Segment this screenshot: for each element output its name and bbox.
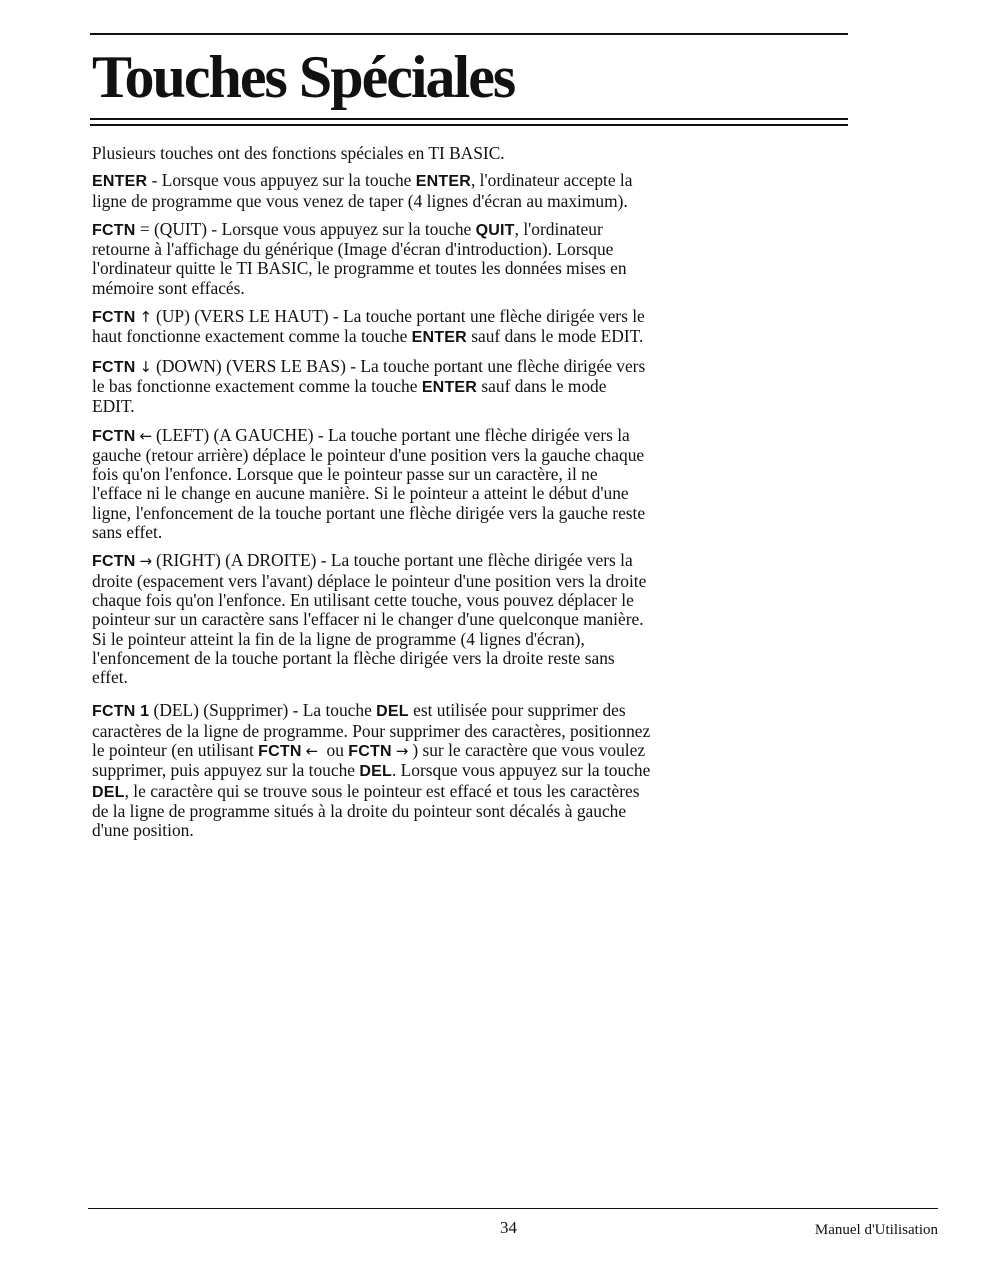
right-key-paragraph (92, 551, 652, 687)
del-fctn-left-label: FCTN (258, 743, 302, 761)
down-arrow-icon: ↓ (139, 357, 153, 376)
footer-manual-label: Manuel d'Utilisation (814, 1222, 938, 1238)
up-fctn-label: FCTN (92, 309, 136, 327)
right-arrow-icon: → (139, 552, 153, 571)
del-text-e: . Lorsque vous appuyez sur la touche (391, 760, 651, 781)
down-text-b: sauf dans le mode EDIT. (92, 375, 607, 417)
down-inline-enter-label: ENTER (421, 378, 478, 396)
quit-inline-label: QUIT (475, 221, 515, 239)
up-text-b: sauf dans le mode EDIT. (466, 326, 644, 347)
del-inline-label-2: DEL (359, 763, 392, 781)
quit-fctn-label: FCTN (92, 221, 136, 239)
del-fctn-right-label: FCTN (348, 743, 392, 761)
del-inline-label-3: DEL (92, 783, 125, 801)
quit-text-a: = (QUIT) - Lorsque vous appuyez sur la touche (135, 218, 476, 239)
title-underline-rule (90, 118, 848, 120)
enter-key-text-a: - Lorsque vous appuyez sur la touche (147, 170, 416, 191)
intro-paragraph: Plusieurs touches ont des fonctions spéciales en TI BASIC. (92, 143, 505, 163)
left-key-paragraph (92, 426, 652, 543)
del-text-b: est utilisée pour supprimer des caractères de la ligne de programme. Pour supprimer des caractères, positionnez le pointeur (en utilisant (92, 700, 651, 761)
enter-key-label: ENTER (92, 173, 148, 191)
page-number: 34 (500, 1218, 517, 1237)
right-text: (RIGHT) (A DROITE) - La touche portant une flèche dirigée vers la droite (espacement vers l'avant) déplace le pointeur d'une position vers la droite chaque fois qu'on l'enfonce. En utilisant cette touche, vous pouvez déplacer le pointeur sur un caractère sans l'effacer ni le changer d'une quelconque manière. Si le pointeur atteint la fin de la ligne de programme (4 lignes d'écran), l'enfoncement de la touche portant la flèche dirigée vers la droite reste sans effet. (92, 550, 647, 688)
del-fctn-label: FCTN 1 (92, 703, 150, 721)
enter-key-text-b: , l'ordinateur accepte la ligne de programme que vous venez de taper (4 lignes d'écran au maximum). (92, 170, 633, 211)
up-inline-enter-label: ENTER (411, 329, 467, 347)
left-text: (LEFT) (A GAUCHE) - La touche portant une flèche dirigée vers la gauche (retour arrière) déplace le pointeur d'une position vers la gauche chaque fois qu'on l'enfonce. Lorsque que le pointeur passe sur un caractère, il ne l'efface ni le change en aucune manière. Si le pointeur a atteint le début d'une ligne, l'enfoncement de la touche portant une flèche dirigée vers la gauche reste sans effet. (92, 424, 646, 543)
title-underline-rule-second (90, 124, 848, 126)
enter-key-paragraph (92, 171, 652, 211)
quit-key-paragraph (92, 220, 652, 298)
enter-key-inline-label: ENTER (415, 173, 471, 191)
down-text-a: (DOWN) (VERS LE BAS) - La touche portant une flèche dirigée vers le bas fonctionne exactement comme la touche (92, 355, 646, 396)
quit-text-b: , l'ordinateur retourne à l'affichage du générique (Image d'écran d'introduction). Lorsque l'ordinateur quitte le TI BASIC, le programme et toutes les données mises en mémoire sont effacés. (92, 218, 627, 298)
del-text-d: ) sur le caractère que vous voulez supprimer, puis appuyez sur la touche (92, 740, 646, 781)
page-title: Touches Spéciales (92, 44, 515, 110)
left-arrow-icon: ← (139, 426, 153, 445)
up-key-paragraph (92, 307, 652, 348)
footer-rule (88, 1208, 938, 1209)
del-key-paragraph (92, 701, 652, 840)
del-inline-label: DEL (376, 703, 409, 721)
up-arrow-icon: ↑ (139, 308, 153, 327)
del-text-c: ou (322, 740, 349, 761)
up-text-a: (UP) (VERS LE HAUT) - La touche portant une flèche dirigée vers le haut fonctionne exactement comme la touche (92, 306, 645, 347)
right-fctn-label: FCTN (92, 553, 136, 571)
left-fctn-label: FCTN (92, 427, 136, 445)
header-rule (90, 33, 848, 35)
del-text-a: (DEL) (Supprimer) - La touche (149, 700, 377, 721)
right-arrow-inline-icon: → (395, 742, 409, 761)
del-text-f: , le caractère qui se trouve sous le pointeur est effacé et tous les caractères de la ligne de programme situés à la droite du pointeur sont décalés à gauche d'une position. (92, 780, 640, 841)
down-key-paragraph (92, 357, 652, 417)
down-fctn-label: FCTN (92, 358, 136, 376)
left-arrow-inline-icon: ← (305, 742, 319, 761)
body-text (92, 144, 652, 850)
